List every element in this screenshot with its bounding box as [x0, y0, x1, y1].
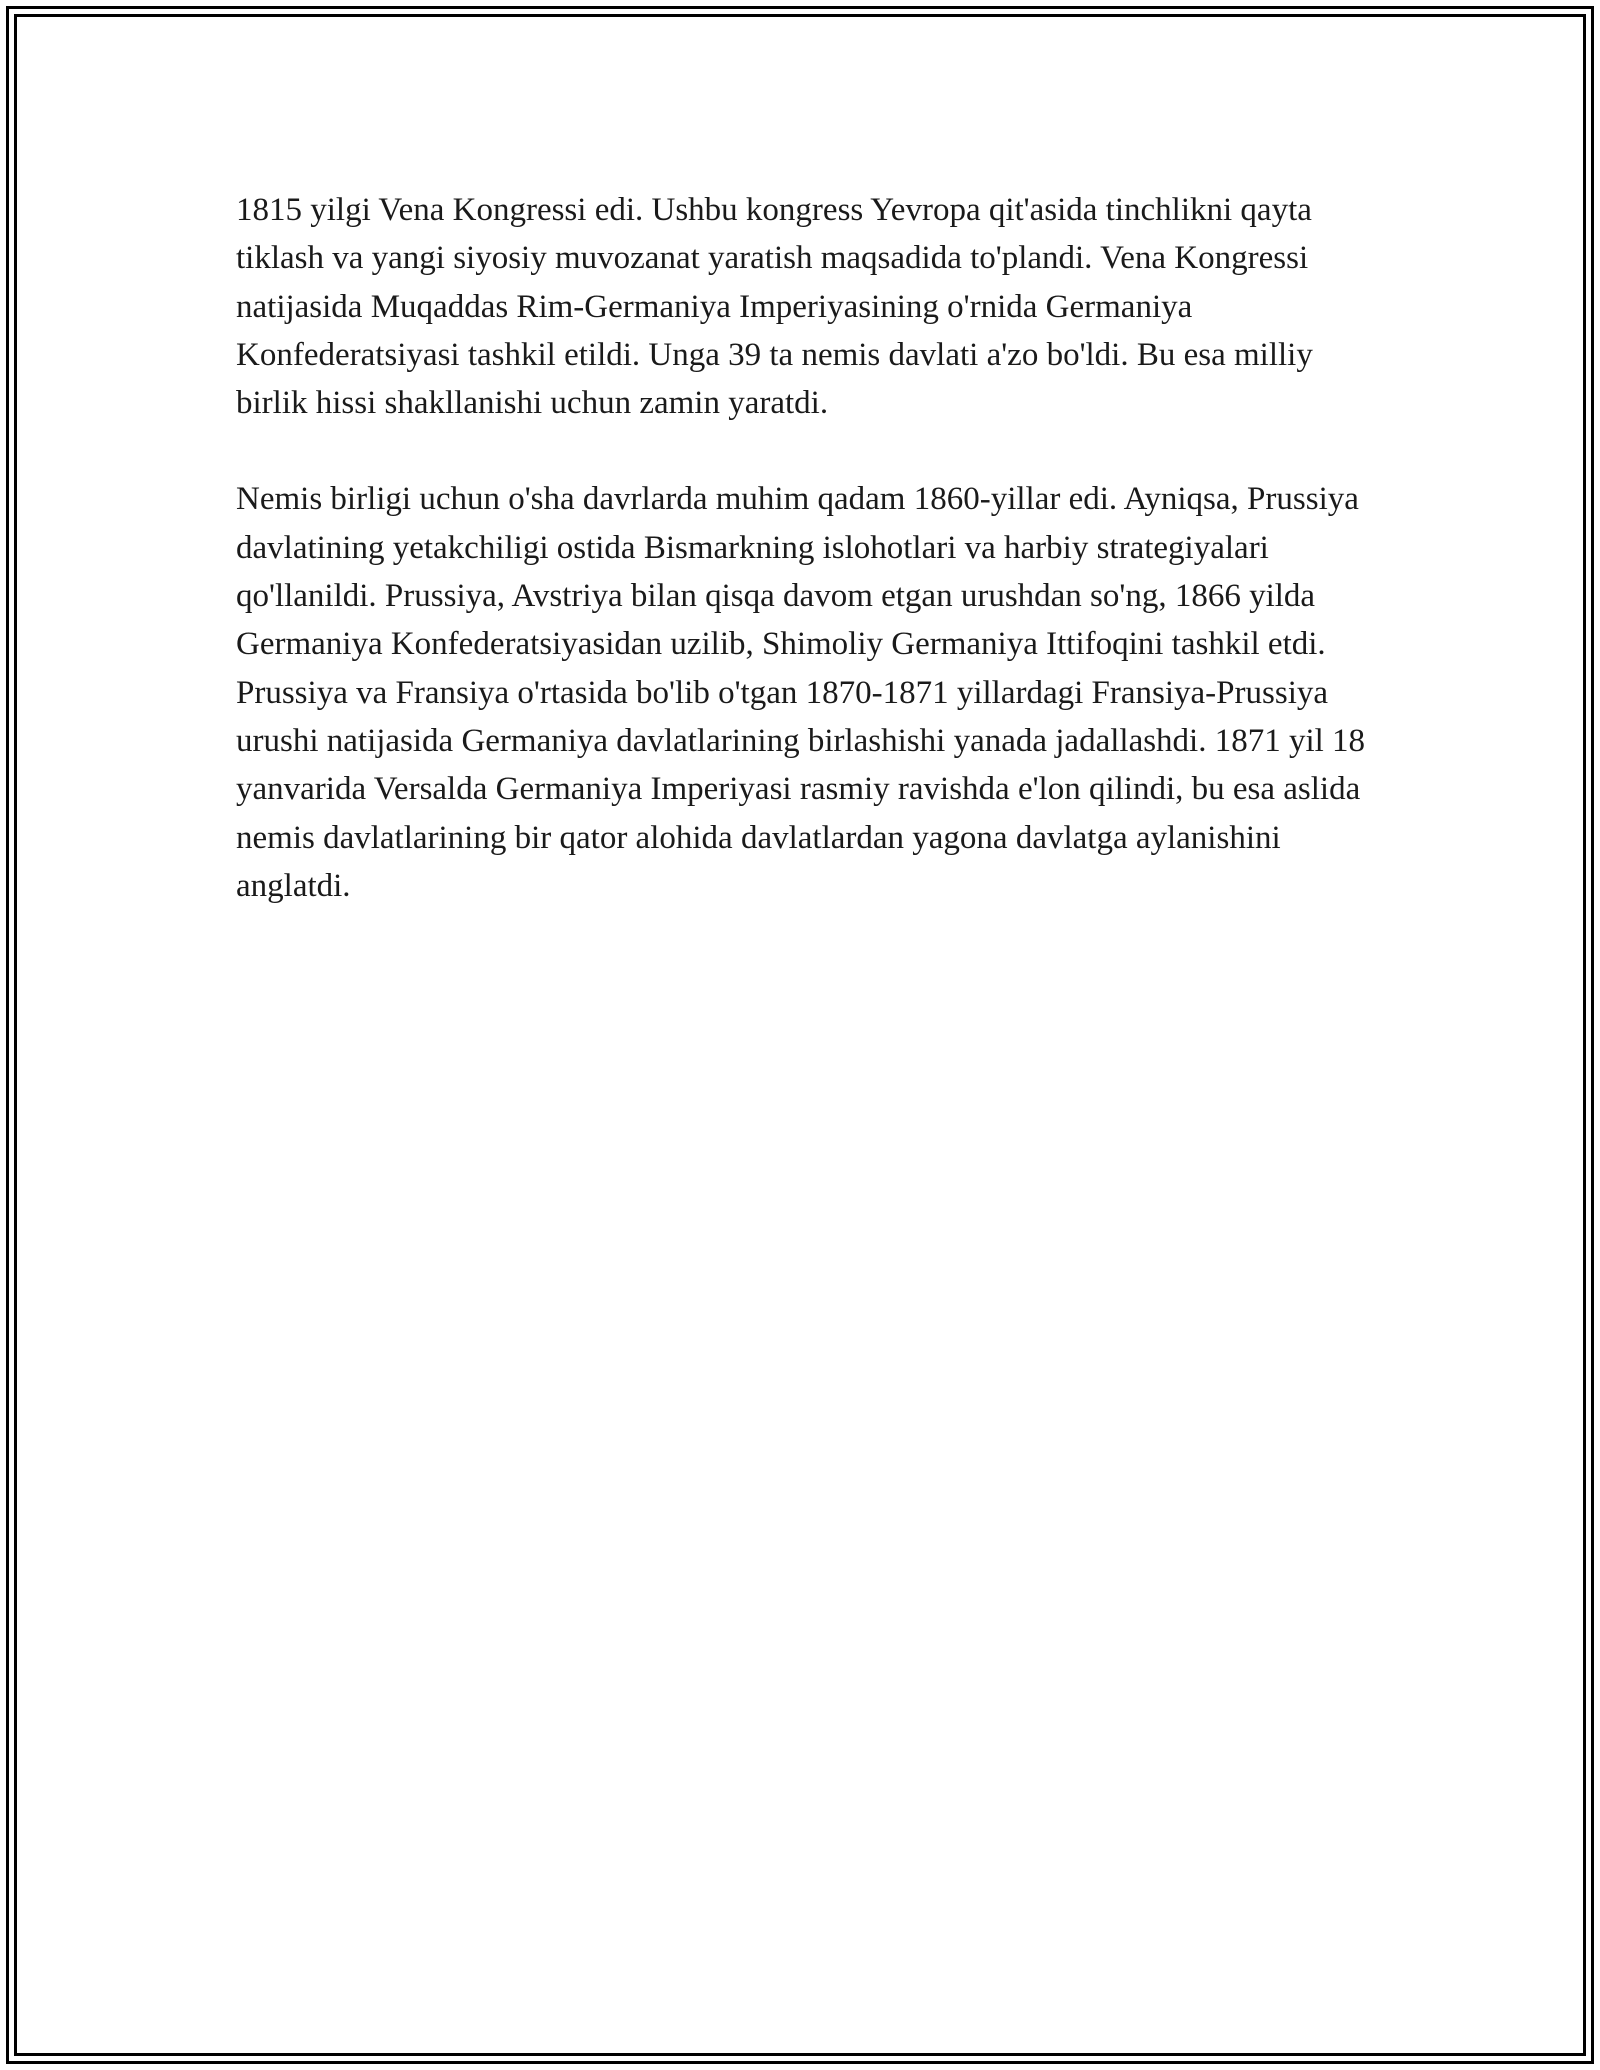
paragraph-german-unification: Nemis birligi uchun o'sha davrlarda muhim qadam 1860-yillar edi. Ayniqsa, Prussiya davlatining yetakchiligi ostida Bismarkning islohotlari va harbiy strategiyalari qo'llanildi. Prussiya, Avstriya bilan qisqa davom etgan urushdan so'ng, 1866 yilda Germaniya Konfederatsiyasidan uzilib, Shimoliy Germaniya Ittifoqini tashkil etdi. Prussiya va Fransiya o'rtasida bo'lib o'tgan 1870-1871 yillardagi Fransiya-Prussiya urushi natijasida Germaniya davlatlarining birlashishi yanada jadallashdi. 1871 yil 18 yanvarida Versalda Germaniya Imperiyasi rasmiy ravishda e'lon qilindi, bu esa aslida nemis davlatlarining bir qator alohida davlatlardan yagona davlatga aylanishini anglatdi. — [236, 481, 1366, 904]
document-body — [236, 186, 1376, 958]
paragraph-vienna-congress: 1815 yilgi Vena Kongressi edi. Ushbu kongress Yevropa qit'asida tinchlikni qayta tiklash va yangi siyosiy muvozanat yaratish maqsadida to'plandi. Vena Kongressi natijasida Muqaddas Rim-Germaniya Imperiyasining o'rnida Germaniya Konfederatsiyasi tashkil etildi. Unga 39 ta nemis davlati a'zo bo'ldi. Bu esa milliy birlik hissi shakllanishi uchun zamin yaratdi. — [236, 192, 1313, 422]
